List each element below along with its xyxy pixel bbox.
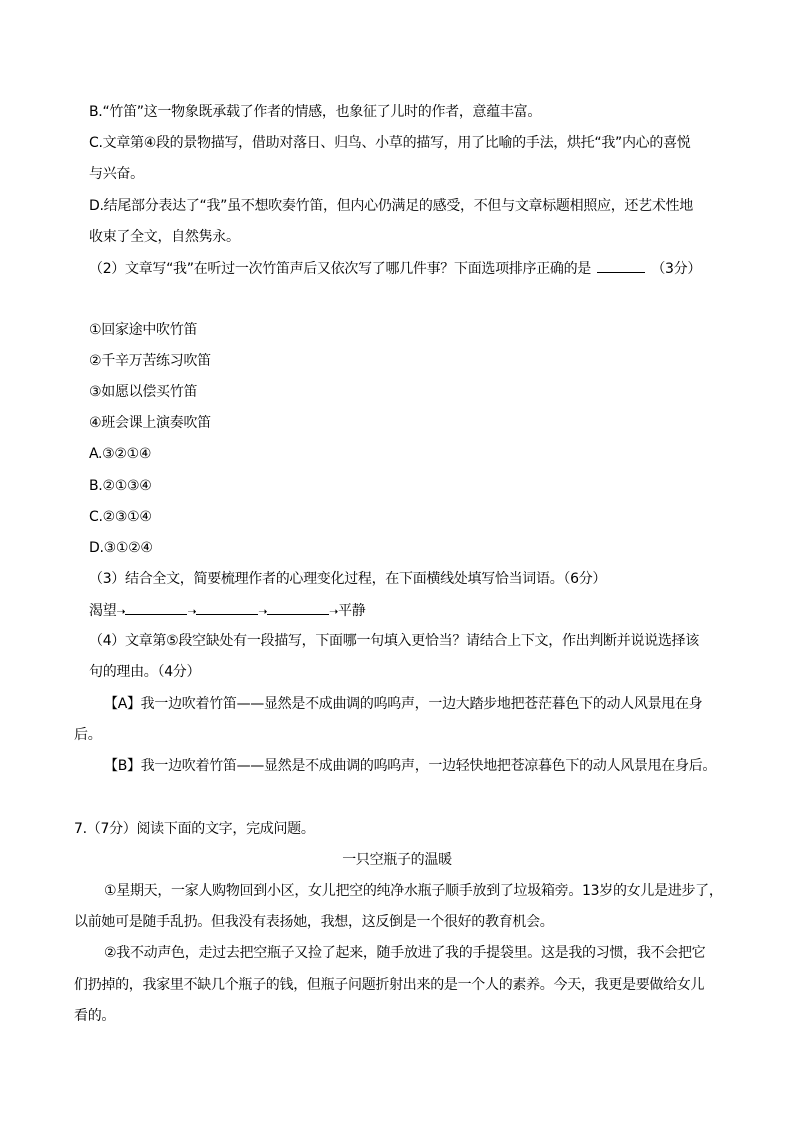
arrow-icon: ➝ <box>187 605 197 618</box>
event-item: ②千辛万苦练习吹笛 <box>89 353 211 369</box>
sub2-prompt-line <box>89 258 701 279</box>
emotion-blank-1[interactable] <box>125 600 187 615</box>
sub4-prompt-line2: 句的理由。（4分） <box>89 664 201 680</box>
sub4-option-a-line1: 【A】我一边吹着竹笛——显然是不成曲调的呜呜声，一边大踏步地把苍茫暮色下的动人风景甩在身 <box>104 696 703 712</box>
sub2-score: （3分） <box>651 261 702 277</box>
emotion-blank-2[interactable] <box>196 600 258 615</box>
option-c-line2: 与兴奋。 <box>89 166 144 182</box>
option-b: B.“竹笛”这一物象既承载了作者的情感，也象征了儿时的作者，意蕴丰富。 <box>89 104 542 120</box>
emotion-blank-3[interactable] <box>267 600 329 615</box>
event-item: ①回家途中吹竹笛 <box>89 322 198 338</box>
start-word: 渴望 <box>89 603 117 619</box>
choice-item: C.②③①④ <box>89 509 152 525</box>
sub4-option-b: 【B】我一边吹着竹笛——显然是不成曲调的呜呜声，一边轻快地把苍凉暮色下的动人风景甩在身后。 <box>104 758 717 774</box>
answer-blank[interactable] <box>597 258 645 273</box>
arrow-icon: ➝ <box>329 605 339 618</box>
para2-line1: ②我不动声色，走过去把空瓶子又捡了起来，随手放进了我的手提袋里。这是我的习惯，我不会把它 <box>104 945 706 961</box>
sub4-option-a-line2: 后。 <box>74 727 102 743</box>
choice-item: B.②①③④ <box>89 478 152 494</box>
event-item: ③如愿以偿买竹笛 <box>89 384 198 400</box>
question7-header: 7.（7分）阅读下面的文字，完成问题。 <box>74 821 315 837</box>
choice-item: A.③②①④ <box>89 446 152 462</box>
emotion-chain <box>89 600 366 622</box>
para1-line1: ①星期天，一家人购物回到小区，女儿把空的纯净水瓶子顺手放到了垃圾箱旁。13岁的女儿是进步了， <box>104 883 723 899</box>
arrow-icon: ➝ <box>116 605 126 618</box>
option-d-line2: 收束了全文，自然隽永。 <box>89 229 240 245</box>
sub3-prompt: （3）结合全文，简要梳理作者的心理变化过程，在下面横线处填写恰当词语。（6分） <box>89 571 607 587</box>
para1-line2: 以前她可是随手乱扔。但我没有表扬她，我想，这反倒是一个很好的教育机会。 <box>74 914 554 930</box>
arrow-icon: ➝ <box>258 605 268 618</box>
option-c-line1: C.文章第④段的景物描写，借助对落日、归鸟、小草的描写，用了比喻的手法，烘托“我”内心的喜悦 <box>89 135 691 151</box>
para2-line3: 看的。 <box>74 1008 116 1024</box>
choice-item: D.③①②④ <box>89 540 153 556</box>
end-word: 平静 <box>338 603 366 619</box>
option-d-line1: D.结尾部分表达了“我”虽不想吹奏竹笛，但内心仍满足的感受，不但与文章标题相照应，还艺术性地 <box>89 198 693 214</box>
para2-line2: 们扔掉的，我家里不缺几个瓶子的钱，但瓶子问题折射出来的是一个人的素养。今天，我更是要做给女儿 <box>74 977 705 993</box>
passage-title: 一只空瓶子的温暖 <box>342 852 452 868</box>
sub2-prompt: （2）文章写“我”在听过一次竹笛声后又依次写了哪几件事？下面选项排序正确的是 <box>89 261 592 277</box>
event-item: ④班会课上演奏吹笛 <box>89 415 211 431</box>
sub4-prompt-line1: （4）文章第⑤段空缺处有一段描写，下面哪一句填入更恰当？请结合上下文，作出判断并说说选择该 <box>89 633 699 649</box>
